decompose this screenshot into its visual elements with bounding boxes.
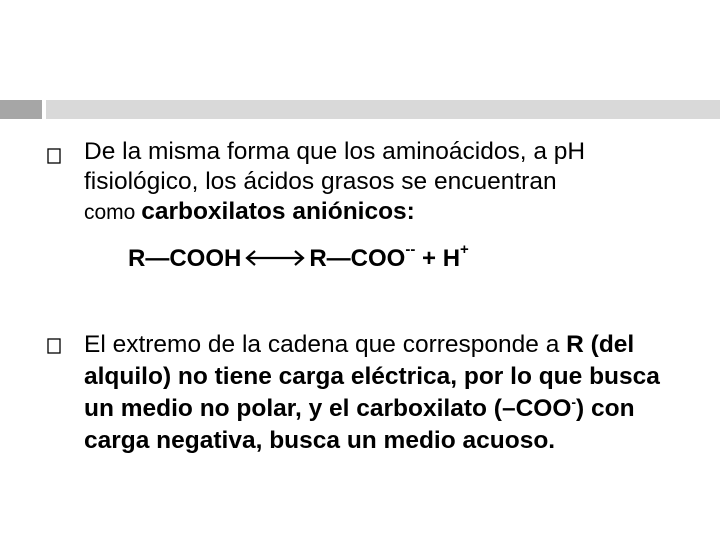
bullet2-coo-group: –COO <box>501 395 572 422</box>
equation-right: R—COO <box>309 245 406 272</box>
header-accent-bar <box>46 100 720 119</box>
header-accent-block <box>0 100 42 119</box>
bullet2-text-3: ) con carga negativa, busca un medio acuoso. <box>84 395 635 454</box>
equation-right-charge: -- <box>405 241 416 258</box>
equation-left: R—COOH <box>128 245 242 272</box>
equation-h-charge: + <box>460 241 469 258</box>
bullet2-r-symbol: R <box>566 331 584 358</box>
bullet2-text-2: (del alquilo) no tiene carga eléctrica, por lo que busca un medio no polar, y el carboxilato ( <box>84 331 660 422</box>
hollow-square-icon <box>40 141 68 171</box>
bullet1-line3-prefix: como <box>84 201 142 224</box>
bullet2-text-1: El extremo de la cadena que corresponde a <box>84 331 567 358</box>
bullet1-line1: De la misma forma que los aminoácidos, a pH <box>84 138 586 165</box>
bullet1-line3-bold: carboxilatos aniónicos: <box>141 198 415 225</box>
equation-plus-h: + H <box>422 245 461 272</box>
bullet-paragraph-2 <box>84 329 684 457</box>
equation <box>128 241 469 275</box>
double-arrow-icon <box>243 245 307 275</box>
bullet2-coo-charge: - <box>571 393 577 410</box>
bullet-paragraph-1 <box>84 137 684 228</box>
hollow-square-icon <box>40 331 68 361</box>
bullet1-line2: fisiológico, los ácidos grasos se encuentran <box>84 168 557 195</box>
